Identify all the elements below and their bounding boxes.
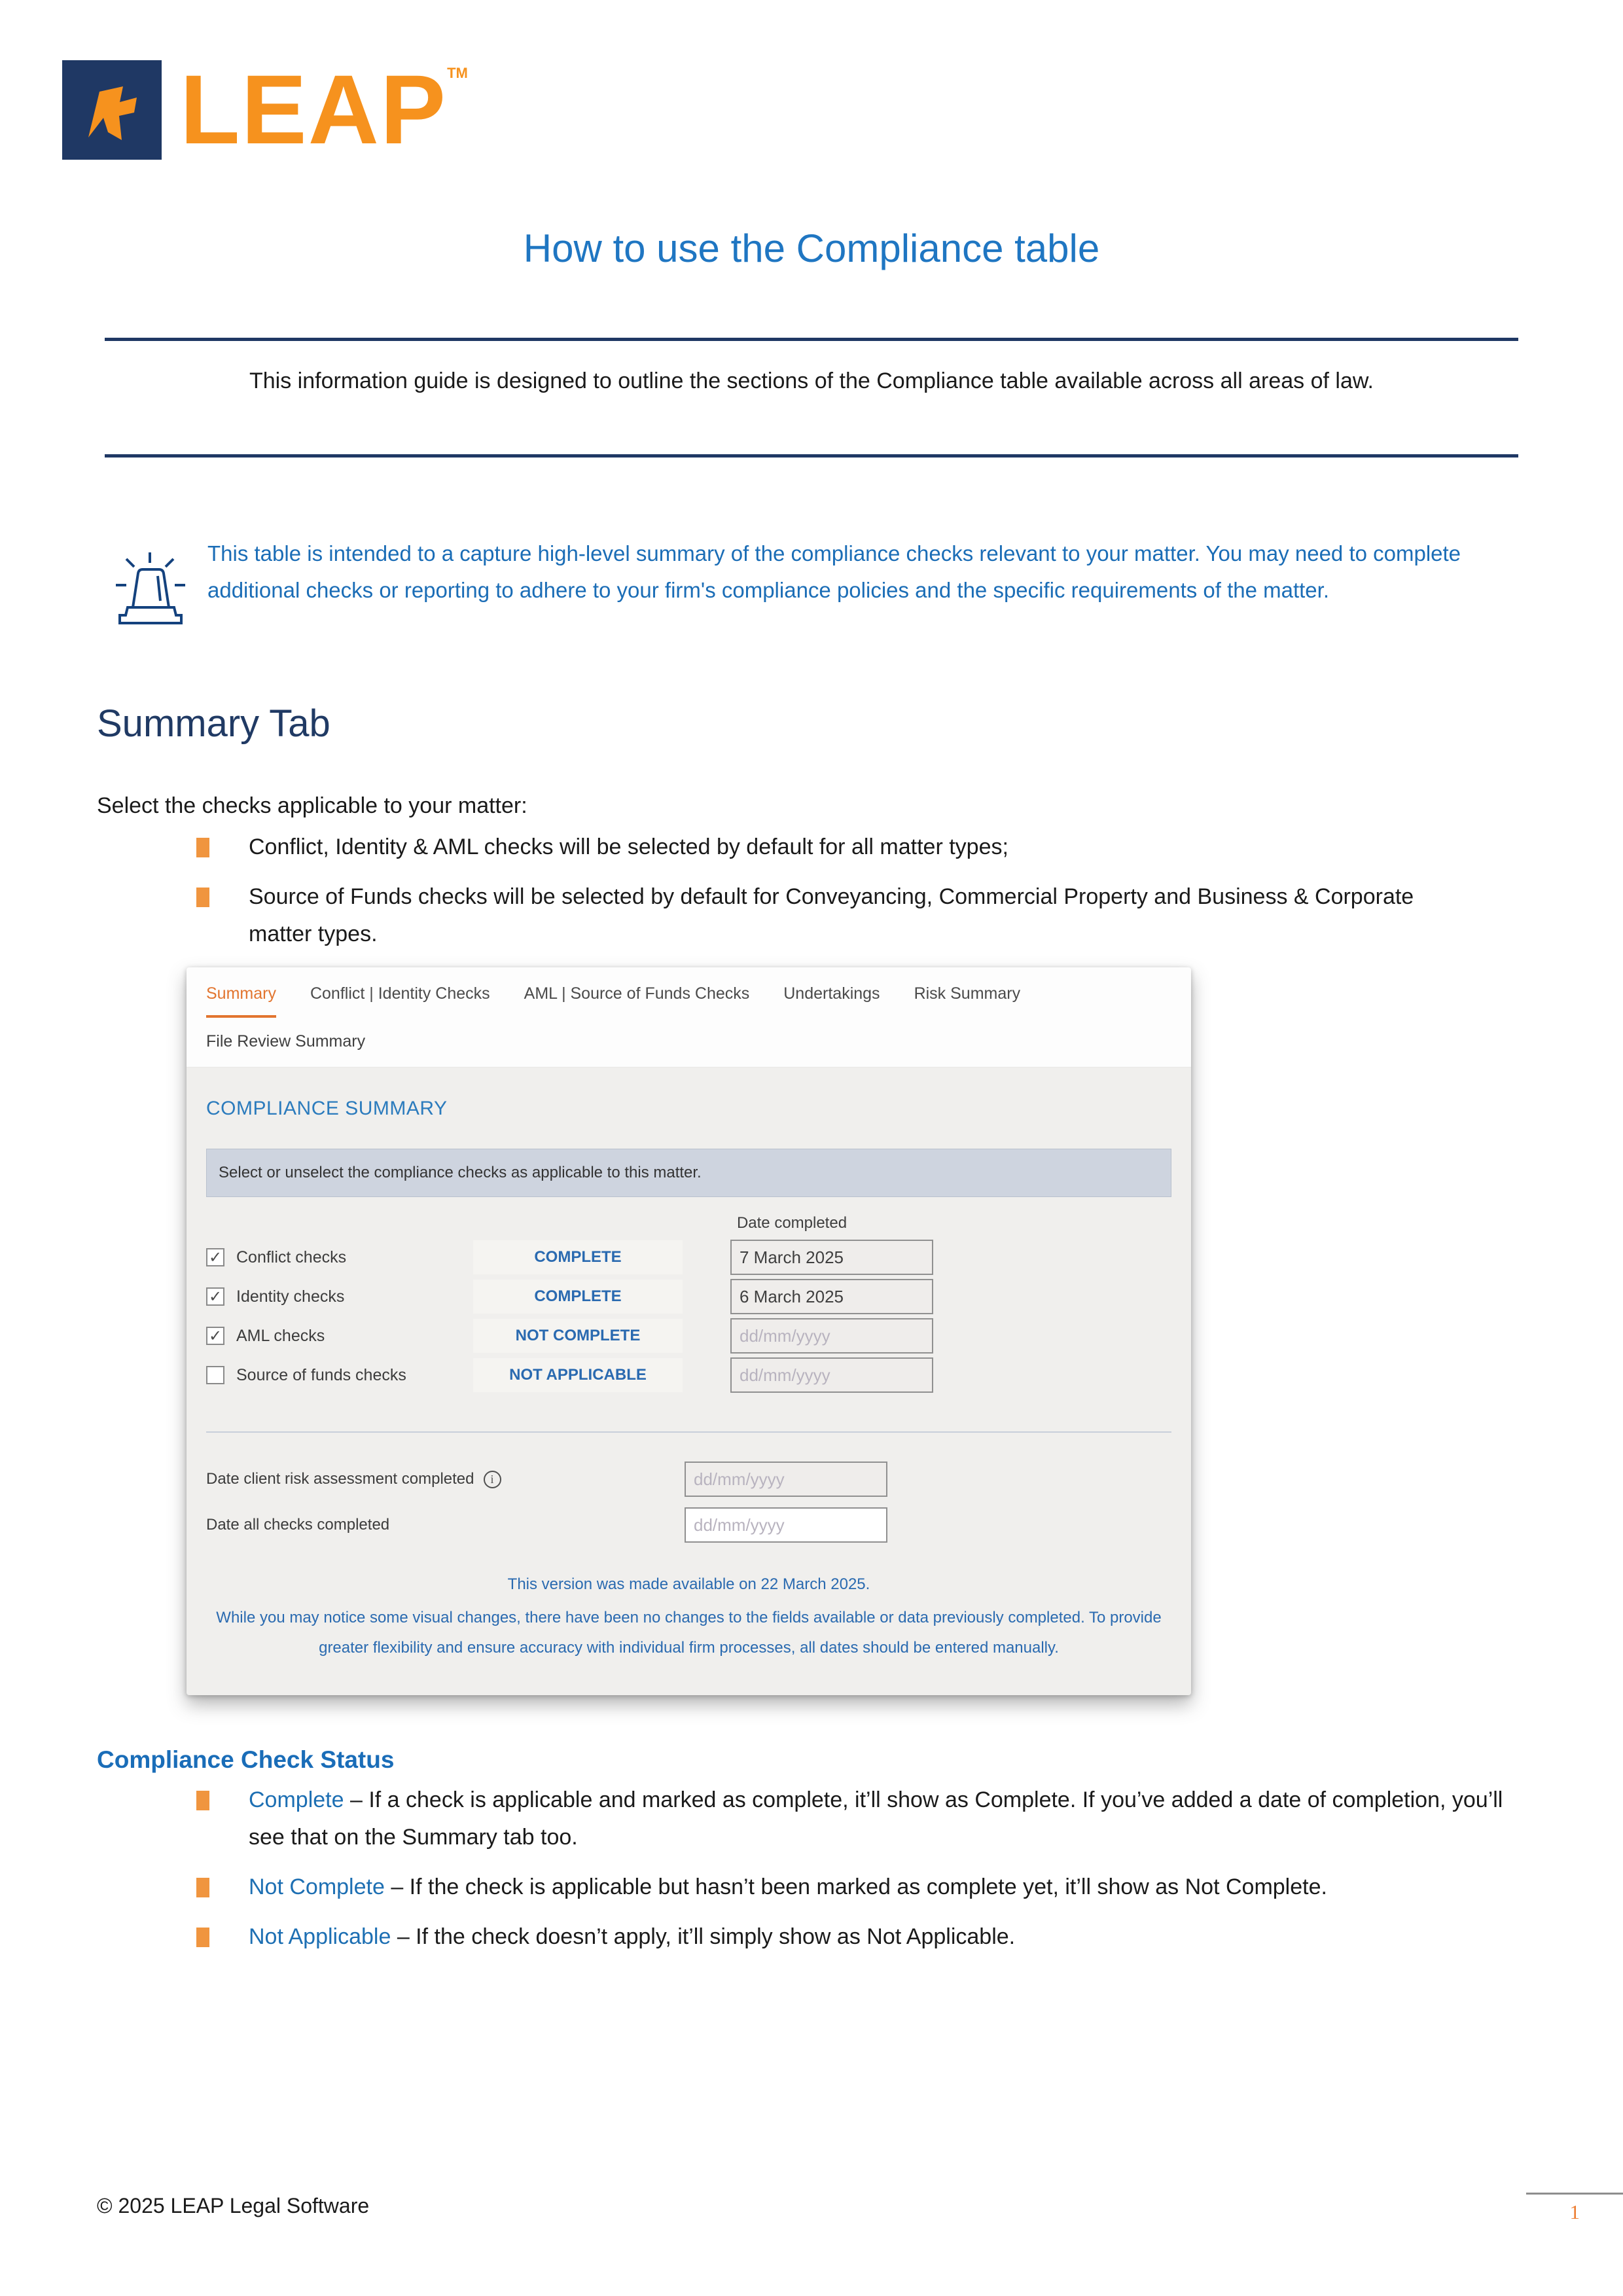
section-divider [206, 1431, 1171, 1433]
summary-tab-heading: Summary Tab [97, 702, 330, 745]
date-completed-header: Date completed [736, 1214, 847, 1232]
status-badge: NOT APPLICABLE [473, 1358, 683, 1392]
leap-logo-wordmark: LEAP [180, 54, 448, 164]
tab-file-review-summary[interactable]: File Review Summary [187, 1018, 1191, 1067]
tab-summary[interactable]: Summary [206, 984, 276, 1018]
risk-assessment-date-input[interactable] [685, 1462, 887, 1497]
row-label: Date client risk assessment completed [206, 1470, 474, 1488]
source-of-funds-date-input[interactable] [730, 1357, 933, 1393]
compliance-table-screenshot [187, 967, 1191, 1695]
summary-bullet-list [196, 829, 1440, 965]
source-of-funds-checkbox[interactable] [206, 1366, 224, 1384]
version-note: This version was made available on 22 March 2025. [507, 1575, 870, 1593]
status-term: Not Complete [249, 1874, 385, 1899]
table-row [206, 1355, 1171, 1395]
list-item [196, 829, 1440, 866]
bullet-square-icon [196, 838, 209, 857]
bullet-square-icon [196, 1791, 209, 1810]
conflict-checks-checkbox[interactable]: ✓ [206, 1248, 224, 1266]
row-label: Conflict checks [236, 1247, 347, 1266]
tab-bar [187, 967, 1191, 1018]
status-description: – If the check doesn’t apply, it’ll simply show as Not Applicable. [391, 1924, 1016, 1949]
note-text: This table is intended to a capture high-level summary of the compliance checks relevant to your matter. You may need to complete additional checks or reporting to adhere to your firm's compliance policies and the specific requirements of the matter. [207, 541, 1461, 602]
intro-text: This information guide is designed to outline the sections of the Compliance table available across all areas of law. [249, 368, 1374, 393]
page-title: How to use the Compliance table [523, 226, 1100, 270]
divider-bottom [105, 454, 1518, 457]
status-description: – If a check is applicable and marked as complete, it’ll show as Complete. If you’ve added a date of completion, you’ll see that on the Summary tab too. [249, 1787, 1503, 1850]
status-term: Complete [249, 1787, 344, 1812]
status-badge: COMPLETE [473, 1240, 683, 1274]
bullet-text [249, 1918, 1015, 1956]
status-description: – If the check is applicable but hasn’t been marked as complete yet, it’ll show as Not Complete. [384, 1874, 1327, 1899]
divider-top [105, 338, 1518, 341]
trademark-symbol: TM [447, 65, 468, 81]
copyright-text: © 2025 LEAP Legal Software [97, 2194, 370, 2217]
conflict-date-input[interactable] [730, 1240, 933, 1275]
list-item [196, 878, 1440, 953]
table-row [206, 1459, 1171, 1499]
leap-logo-icon [62, 60, 162, 160]
row-label: Date all checks completed [206, 1516, 390, 1534]
tab-risk-summary[interactable]: Risk Summary [914, 984, 1021, 1003]
bullet-text [249, 1869, 1327, 1906]
date-summary-rows [206, 1459, 1171, 1545]
status-badge: NOT COMPLETE [473, 1319, 683, 1353]
table-row [206, 1316, 1171, 1355]
bullet-square-icon [196, 1878, 209, 1897]
row-label: AML checks [236, 1326, 325, 1345]
compliance-summary-title: COMPLIANCE SUMMARY [206, 1098, 448, 1119]
info-icon[interactable]: i [484, 1471, 501, 1488]
leap-logo [62, 54, 468, 164]
tab-undertakings[interactable]: Undertakings [783, 984, 880, 1003]
list-item [196, 1918, 1531, 1956]
version-detail: While you may notice some visual changes, there have been no changes to the fields available or data previously completed. To provide greater flexibility and ensure accuracy with individual firm processes, all dates should be entered manually. [216, 1609, 1162, 1657]
compliance-summary-panel [187, 1098, 1191, 1663]
list-item [196, 1869, 1531, 1906]
row-label: Source of funds checks [236, 1365, 406, 1384]
bullet-text: Conflict, Identity & AML checks will be selected by default for all matter types; [249, 834, 1008, 859]
bullet-text: Source of Funds checks will be selected by default for Conveyancing, Commercial Property and Business & Corporate matter types. [249, 884, 1414, 946]
check-rows [206, 1238, 1171, 1395]
table-row [206, 1277, 1171, 1316]
row-label: Identity checks [236, 1287, 345, 1306]
aml-date-input[interactable] [730, 1318, 933, 1354]
page-number: 1 [1569, 2200, 1580, 2223]
bullet-square-icon [196, 1928, 209, 1947]
status-bullet-list [196, 1782, 1531, 1968]
note-callout [108, 535, 1522, 636]
status-badge: COMPLETE [473, 1280, 683, 1314]
summary-lead-text: Select the checks applicable to your matter: [97, 793, 527, 818]
page-number-rule [1526, 2193, 1623, 2195]
bullet-text [249, 1782, 1531, 1856]
aml-checks-checkbox[interactable]: ✓ [206, 1327, 224, 1345]
list-item [196, 1782, 1531, 1856]
tab-aml-source-of-funds-checks[interactable]: AML | Source of Funds Checks [524, 984, 750, 1003]
bullet-square-icon [196, 888, 209, 907]
status-term: Not Applicable [249, 1924, 391, 1949]
instruction-banner: Select or unselect the compliance checks as applicable to this matter. [206, 1149, 1171, 1197]
siren-icon [108, 535, 187, 636]
tab-conflict-identity-checks[interactable]: Conflict | Identity Checks [310, 984, 490, 1003]
all-checks-date-input[interactable] [685, 1507, 887, 1543]
table-row [206, 1505, 1171, 1545]
identity-date-input[interactable] [730, 1279, 933, 1314]
table-row [206, 1238, 1171, 1277]
identity-checks-checkbox[interactable]: ✓ [206, 1287, 224, 1306]
compliance-check-status-heading: Compliance Check Status [97, 1746, 395, 1773]
